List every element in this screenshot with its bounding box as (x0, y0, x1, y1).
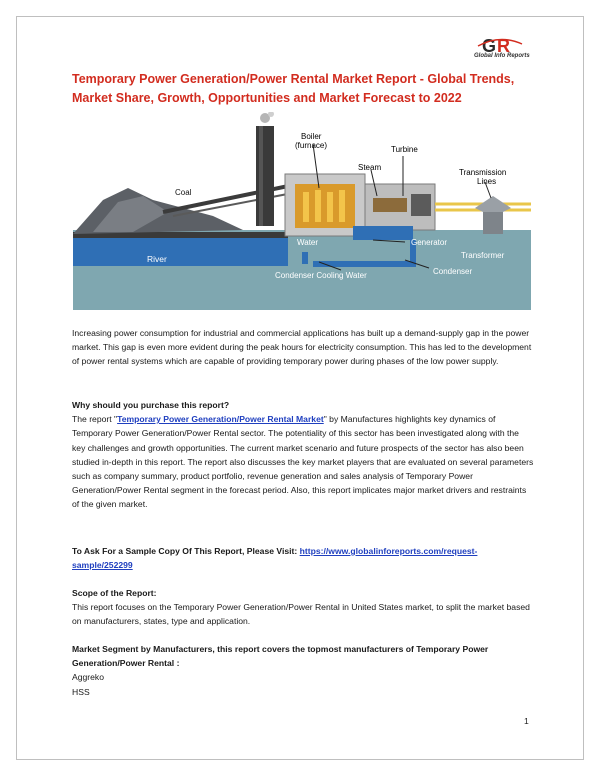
label-transformer: Transformer (461, 251, 505, 260)
manufacturer-item: HSS (72, 686, 90, 697)
label-transmission: Transmission (459, 168, 507, 177)
scope-section (72, 586, 534, 629)
scope-heading: Scope of the Report: (72, 588, 157, 598)
intro-paragraph: Increasing power consumption for industrial and commercial applications has built up a demand-supply gap in the power market. This gap is even more evident during the peak hours for electricity consumption. This has led to the development of power rental systems which are capable of providing temporary power during phases of the low power supply. (72, 328, 532, 367)
sample-request (72, 544, 534, 572)
why-section (72, 398, 534, 512)
label-river: River (147, 254, 167, 264)
scope-text: This report focuses on the Temporary Power Generation/Power Rental in United States market, to split the market based on manufacturers, states, type and application. (72, 602, 530, 627)
label-condenser-cooling-water: Condenser Cooling Water (275, 271, 367, 280)
label-transmission-sub: Lines (477, 177, 497, 186)
logo-tagline: Global Info Reports (474, 53, 530, 59)
label-steam: Steam (358, 163, 382, 172)
label-boiler: Boiler (301, 132, 322, 141)
why-paragraph: The report "Temporary Power Generation/Power Rental Market" by Manufactures highlights key dynamics of Temporary Power Generation/Power Rental sector. The potentiality of this sector has been investigated along with the key challenges and growth opportunities. The current market scenario and future prospects of the sector has also been studied in-depth in this report. The report also discusses the key market players that are evaluated on several parameters such as company summary, product portfolio, revenue generation and sales analysis of Temporary Power Generation/Power Rental segment in the forecast period. Also, this report implicates major market drivers and restraints of the given market. (72, 414, 534, 510)
label-water: Water (297, 238, 319, 247)
manufacturer-item: Aggreko (72, 672, 105, 683)
label-turbine: Turbine (391, 145, 418, 154)
segment-section (72, 642, 534, 699)
logo-mark-r: R (497, 36, 510, 56)
label-boiler-sub: (furnace) (295, 141, 328, 150)
report-link[interactable]: Temporary Power Generation/Power Rental Market (117, 414, 324, 425)
label-generator: Generator (411, 238, 448, 247)
logo-mark-g: G (482, 36, 497, 56)
segment-heading: Market Segment by Manufacturers, this report covers the topmost manufacturers of Temporary Power Generation/Power Rental : (72, 644, 489, 669)
label-condenser: Condenser (433, 267, 473, 276)
sample-label: To Ask For a Sample Copy Of This Report, Please Visit: (72, 546, 300, 556)
report-title: Temporary Power Generation/Power Rental Market Report - Global Trends, Market Share, Growth, Opportunities and Market Forecast to 2022 (72, 72, 515, 105)
label-coal: Coal (175, 188, 192, 197)
sample-url-link[interactable]: https://www.globalinforeports.com/request-sample/252299 (72, 546, 478, 571)
why-heading: Why should you purchase this report? (72, 400, 230, 410)
power-plant-diagram (73, 112, 531, 310)
page-number: 1 (524, 716, 529, 726)
